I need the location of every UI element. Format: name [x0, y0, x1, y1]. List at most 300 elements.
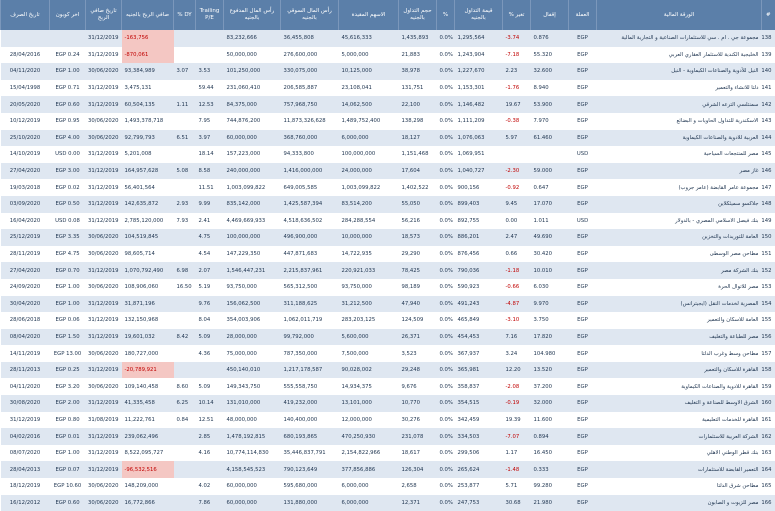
- table-row[interactable]: [1, 296, 775, 313]
- cell-last-div: EGP 13.00: [50, 345, 86, 362]
- cell-div-date: 16/12/2012: [1, 495, 50, 511]
- cell-profit-date: 31/12/2019: [86, 179, 122, 196]
- cell-pct: 0.0%: [437, 96, 455, 113]
- cell-paid-cap: 100,000,000: [224, 229, 281, 246]
- table-row[interactable]: [1, 362, 775, 379]
- cell-trailing-pe: 8.58: [196, 163, 224, 180]
- cell-last-div: EGP 0.95: [50, 113, 86, 130]
- cell-dy: [174, 445, 196, 462]
- cell-last-div: EGP 0.50: [50, 196, 86, 213]
- table-row[interactable]: [1, 196, 775, 213]
- cell-trailing-pe: 3.97: [196, 130, 224, 147]
- cell-dy: [174, 428, 196, 445]
- table-row[interactable]: [1, 163, 775, 180]
- cell-close: 55.320: [531, 47, 569, 64]
- col-mcap[interactable]: رأس المال السوقي بالجنيه: [281, 0, 339, 30]
- cell-paid-cap: 156,062,500: [224, 296, 281, 313]
- cell-volume: 38,978: [399, 63, 437, 80]
- cell-pct: 0.0%: [437, 428, 455, 445]
- cell-paid-cap: 1,003,099,822: [224, 179, 281, 196]
- cell-shares: 6,000,000: [339, 478, 399, 495]
- cell-name: مصر للطباعة والتغليف: [597, 329, 762, 346]
- cell-net-profit: 56,401,564: [122, 179, 174, 196]
- cell-currency: EGP: [569, 362, 597, 379]
- cell-currency: EGP: [569, 378, 597, 395]
- cell-trailing-pe: [196, 362, 224, 379]
- cell-mcap: 595,680,000: [281, 478, 339, 495]
- cell-last-div: EGP 0.60: [50, 96, 86, 113]
- cell-currency: EGP: [569, 179, 597, 196]
- cell-trailing-pe: 9.99: [196, 196, 224, 213]
- cell-net-profit: 148,209,000: [122, 478, 174, 495]
- cell-dy: 6.98: [174, 262, 196, 279]
- cell-mcap-usd: 365,981: [455, 362, 503, 379]
- cell-mcap: 787,350,000: [281, 345, 339, 362]
- cell-change: -7.18: [503, 47, 531, 64]
- cell-dy: 16.50: [174, 279, 196, 296]
- col-currency[interactable]: العملة: [569, 0, 597, 30]
- cell-last-div: EGP 1.00: [50, 296, 86, 313]
- table-row[interactable]: [1, 179, 775, 196]
- cell-mcap-usd: 876,456: [455, 246, 503, 263]
- cell-dy: 6.51: [174, 130, 196, 147]
- cell-shares: 284,288,554: [339, 213, 399, 230]
- cell-shares: 283,203,125: [339, 312, 399, 329]
- cell-mcap: 99,792,000: [281, 329, 339, 346]
- table-row[interactable]: [1, 262, 775, 279]
- cell-change: -2.30: [503, 163, 531, 180]
- cell-paid-cap: 149,343,750: [224, 378, 281, 395]
- col-last-div[interactable]: اخر كوبون: [50, 0, 86, 30]
- cell-profit-date: 30/06/2020: [86, 378, 122, 395]
- cell-volume: 98,189: [399, 279, 437, 296]
- cell-net-profit: 11,222,761: [122, 412, 174, 429]
- cell-idx: 166: [762, 495, 775, 511]
- cell-paid-cap: 60,000,000: [224, 130, 281, 147]
- cell-profit-date: 31/12/2019: [86, 296, 122, 313]
- cell-idx: 157: [762, 345, 775, 362]
- cell-idx: 151: [762, 246, 775, 263]
- table-row[interactable]: [1, 47, 775, 64]
- table-row[interactable]: [1, 395, 775, 412]
- cell-currency: EGP: [569, 279, 597, 296]
- cell-trailing-pe: 4.36: [196, 345, 224, 362]
- cell-div-date: 08/04/2020: [1, 329, 50, 346]
- cell-paid-cap: 835,142,000: [224, 196, 281, 213]
- cell-mcap: 680,193,865: [281, 428, 339, 445]
- cell-dy: 1.11: [174, 96, 196, 113]
- cell-last-div: EGP 4.00: [50, 130, 86, 147]
- cell-pct: 0.0%: [437, 196, 455, 213]
- cell-profit-date: 31/12/2019: [86, 445, 122, 462]
- cell-paid-cap: 240,000,000: [224, 163, 281, 180]
- cell-dy: [174, 229, 196, 246]
- cell-change: -1.18: [503, 262, 531, 279]
- cell-shares: 23,108,041: [339, 80, 399, 97]
- cell-mcap: 447,871,683: [281, 246, 339, 263]
- cell-close: 3.750: [531, 312, 569, 329]
- cell-dy: 3.07: [174, 63, 196, 80]
- cell-last-div: EGP 1.00: [50, 63, 86, 80]
- cell-close: 8.940: [531, 80, 569, 97]
- cell-volume: 56,216: [399, 213, 437, 230]
- cell-shares: 6,000,000: [339, 495, 399, 511]
- cell-trailing-pe: 5.09: [196, 329, 224, 346]
- cell-profit-date: 30/06/2020: [86, 279, 122, 296]
- cell-name: الشرق الاوسط للصناعة و التغليف: [597, 395, 762, 412]
- cell-currency: EGP: [569, 113, 597, 130]
- col-volume[interactable]: حجم التداول بالجنيه: [399, 0, 437, 30]
- cell-name: القاهرة للادوية والصناعات الكيماوية: [597, 378, 762, 395]
- cell-currency: EGP: [569, 163, 597, 180]
- cell-idx: 144: [762, 130, 775, 147]
- cell-div-date: 04/11/2020: [1, 63, 50, 80]
- cell-trailing-pe: 5.09: [196, 378, 224, 395]
- cell-paid-cap: 75,000,000: [224, 345, 281, 362]
- table-row[interactable]: [1, 329, 775, 346]
- cell-name: غاز مصر: [597, 163, 762, 180]
- cell-trailing-pe: 5.19: [196, 279, 224, 296]
- cell-mcap: 11,873,326,628: [281, 113, 339, 130]
- col-net-profit[interactable]: صافي الربح بالجنيه: [122, 0, 174, 30]
- cell-idx: 150: [762, 229, 775, 246]
- col-dy[interactable]: DY %: [174, 0, 196, 30]
- table-row[interactable]: [1, 378, 775, 395]
- cell-mcap: 555,558,750: [281, 378, 339, 395]
- cell-name: التعمير القابضة للاستثمارات: [597, 461, 762, 478]
- cell-dy: [174, 179, 196, 196]
- cell-change: 3.24: [503, 345, 531, 362]
- cell-close: 21.980: [531, 495, 569, 511]
- cell-idx: 153: [762, 279, 775, 296]
- col-div-date[interactable]: تاريخ الصرف: [1, 0, 50, 30]
- cell-trailing-pe: [196, 461, 224, 478]
- cell-change: 5.97: [503, 130, 531, 147]
- cell-mcap-usd: 265,624: [455, 461, 503, 478]
- cell-last-div: EGP 0.24: [50, 47, 86, 64]
- cell-pct: 0.0%: [437, 478, 455, 495]
- cell-div-date: 31/12/2019: [1, 412, 50, 429]
- cell-net-profit: 3,475,131: [122, 80, 174, 97]
- cell-paid-cap: 83,232,666: [224, 30, 281, 47]
- cell-change: -3.10: [503, 312, 531, 329]
- cell-close: 17.070: [531, 196, 569, 213]
- cell-last-div: USD 0.00: [50, 146, 86, 163]
- cell-profit-date: 31/12/2019: [86, 146, 122, 163]
- table-row[interactable]: [1, 63, 775, 80]
- cell-trailing-pe: 4.75: [196, 229, 224, 246]
- cell-idx: 143: [762, 113, 775, 130]
- cell-close: [531, 146, 569, 163]
- cell-mcap-usd: 253,877: [455, 478, 503, 495]
- cell-net-profit: 180,727,000: [122, 345, 174, 362]
- cell-trailing-pe: 4.16: [196, 445, 224, 462]
- cell-change: 19.67: [503, 96, 531, 113]
- table-row[interactable]: [1, 312, 775, 329]
- cell-mcap-usd: 247,753: [455, 495, 503, 511]
- cell-last-div: EGP 0.80: [50, 412, 86, 429]
- cell-idx: 142: [762, 96, 775, 113]
- cell-mcap-usd: 1,243,904: [455, 47, 503, 64]
- cell-mcap: 35,446,837,791: [281, 445, 339, 462]
- cell-shares: 12,000,000: [339, 412, 399, 429]
- cell-mcap-usd: 491,243: [455, 296, 503, 313]
- cell-volume: 29,248: [399, 362, 437, 379]
- cell-trailing-pe: 8.04: [196, 312, 224, 329]
- cell-idx: 162: [762, 428, 775, 445]
- cell-volume: 29,290: [399, 246, 437, 263]
- col-pct[interactable]: %: [437, 0, 455, 30]
- cell-div-date: 27/04/2020: [1, 262, 50, 279]
- cell-close: 10.010: [531, 262, 569, 279]
- cell-profit-date: 30/06/2020: [86, 63, 122, 80]
- table-row[interactable]: [1, 246, 775, 263]
- cell-pct: 0.0%: [437, 296, 455, 313]
- table-header: [1, 0, 775, 30]
- cell-mcap-usd: 790,036: [455, 262, 503, 279]
- cell-net-profit: 108,906,060: [122, 279, 174, 296]
- cell-shares: 7,500,000: [339, 345, 399, 362]
- cell-name: العامة للاسكان والتعمير: [597, 312, 762, 329]
- cell-name: الخليجية الكندية للاستثمار العقاري العربي: [597, 47, 762, 64]
- table-row[interactable]: [1, 213, 775, 230]
- cell-shares: 14,062,500: [339, 96, 399, 113]
- cell-currency: EGP: [569, 80, 597, 97]
- cell-paid-cap: 10,774,114,830: [224, 445, 281, 462]
- cell-change: 30.68: [503, 495, 531, 511]
- cell-change: -0.38: [503, 113, 531, 130]
- cell-profit-date: 31/12/2019: [86, 428, 122, 445]
- cell-paid-cap: 93,750,000: [224, 279, 281, 296]
- cell-net-profit: 92,799,793: [122, 130, 174, 147]
- table-row[interactable]: [1, 345, 775, 362]
- cell-mcap: 565,312,500: [281, 279, 339, 296]
- cell-currency: EGP: [569, 329, 597, 346]
- cell-name: دلتا للانشاء والتعمير: [597, 80, 762, 97]
- cell-mcap-usd: 1,069,951: [455, 146, 503, 163]
- cell-volume: 18,127: [399, 130, 437, 147]
- cell-volume: 1,402,522: [399, 179, 437, 196]
- cell-profit-date: 30/06/2020: [86, 229, 122, 246]
- cell-last-div: EGP 0.25: [50, 362, 86, 379]
- cell-pct: 0.0%: [437, 395, 455, 412]
- cell-mcap: 276,600,000: [281, 47, 339, 64]
- cell-dy: [174, 461, 196, 478]
- cell-dy: [174, 47, 196, 64]
- cell-div-date: 03/09/2020: [1, 196, 50, 213]
- cell-dy: 0.84: [174, 412, 196, 429]
- cell-profit-date: 31/12/2019: [86, 312, 122, 329]
- cell-dy: [174, 478, 196, 495]
- cell-currency: EGP: [569, 312, 597, 329]
- cell-volume: 47,940: [399, 296, 437, 313]
- cell-profit-date: 31/12/2019: [86, 196, 122, 213]
- cell-volume: 2,658: [399, 478, 437, 495]
- cell-pct: 0.0%: [437, 113, 455, 130]
- cell-change: 7.16: [503, 329, 531, 346]
- cell-trailing-pe: 4.54: [196, 246, 224, 263]
- cell-currency: EGP: [569, 412, 597, 429]
- table-row[interactable]: [1, 428, 775, 445]
- cell-change: -7.07: [503, 428, 531, 445]
- cell-shares: 220,921,033: [339, 262, 399, 279]
- cell-currency: EGP: [569, 428, 597, 445]
- cell-div-date: 28/11/2013: [1, 362, 50, 379]
- cell-pct: 0.0%: [437, 213, 455, 230]
- cell-idx: 146: [762, 163, 775, 180]
- cell-profit-date: 30/06/2020: [86, 246, 122, 263]
- cell-name: المصرية لخدمات النقل (ايجيترانس): [597, 296, 762, 313]
- cell-mcap-usd: 465,849: [455, 312, 503, 329]
- table-row[interactable]: [1, 412, 775, 429]
- cell-mcap-usd: 1,111,209: [455, 113, 503, 130]
- cell-currency: USD: [569, 213, 597, 230]
- col-close[interactable]: إقفال: [531, 0, 569, 30]
- cell-paid-cap: 157,223,000: [224, 146, 281, 163]
- cell-mcap: 311,188,625: [281, 296, 339, 313]
- cell-mcap-usd: 354,515: [455, 395, 503, 412]
- cell-currency: EGP: [569, 196, 597, 213]
- cell-shares: 24,000,000: [339, 163, 399, 180]
- col-profit-date[interactable]: تاريخ صافي الربح: [86, 0, 122, 30]
- cell-profit-date: 30/06/2020: [86, 495, 122, 511]
- cell-shares: 10,000,000: [339, 229, 399, 246]
- table-row[interactable]: [1, 96, 775, 113]
- col-trailing-pe[interactable]: Trailing P/E: [196, 0, 224, 30]
- cell-idx: 139: [762, 47, 775, 64]
- cell-mcap: 790,123,649: [281, 461, 339, 478]
- cell-close: 0.894: [531, 428, 569, 445]
- cell-idx: 140: [762, 63, 775, 80]
- cell-close: 6.030: [531, 279, 569, 296]
- col-mcap-usd[interactable]: قيمة التداول بالجنيه: [455, 0, 503, 30]
- cell-pct: 0.0%: [437, 312, 455, 329]
- cell-idx: 145: [762, 146, 775, 163]
- col-change[interactable]: تغير %: [503, 0, 531, 30]
- cell-net-profit: 132,150,968: [122, 312, 174, 329]
- table-row[interactable]: [1, 146, 775, 163]
- cell-pct: 0.0%: [437, 329, 455, 346]
- col-name[interactable]: الورقة المالية: [597, 0, 762, 30]
- cell-volume: 26,371: [399, 329, 437, 346]
- cell-currency: USD: [569, 146, 597, 163]
- cell-change: -0.92: [503, 179, 531, 196]
- cell-div-date: 30/04/2020: [1, 296, 50, 313]
- cell-mcap-usd: 1,295,564: [455, 30, 503, 47]
- cell-trailing-pe: 2.07: [196, 262, 224, 279]
- cell-div-date: 25/10/2020: [1, 130, 50, 147]
- cell-paid-cap: 28,000,000: [224, 329, 281, 346]
- cell-name: مطاحن شرق الدلتا: [597, 478, 762, 495]
- cell-name: بنك فيصل الاسلامي المصري - بالدولار: [597, 213, 762, 230]
- cell-paid-cap: 1,546,447,231: [224, 262, 281, 279]
- cell-currency: EGP: [569, 96, 597, 113]
- cell-mcap-usd: 342,459: [455, 412, 503, 429]
- cell-change: -4.87: [503, 296, 531, 313]
- cell-div-date: 28/04/2013: [1, 461, 50, 478]
- cell-profit-date: 31/12/2019: [86, 163, 122, 180]
- cell-last-div: EGP 3.35: [50, 229, 86, 246]
- table-row[interactable]: [1, 478, 775, 495]
- cell-volume: 78,425: [399, 262, 437, 279]
- cell-name: مصر للاتوال الحرة: [597, 279, 762, 296]
- table-row[interactable]: [1, 445, 775, 462]
- cell-dy: 5.08: [174, 163, 196, 180]
- cell-last-div: EGP 0.07: [50, 461, 86, 478]
- cell-close: 0.333: [531, 461, 569, 478]
- cell-mcap: 649,005,585: [281, 179, 339, 196]
- cell-div-date: 10/12/2019: [1, 113, 50, 130]
- cell-paid-cap: 450,140,010: [224, 362, 281, 379]
- cell-volume: 21,883: [399, 47, 437, 64]
- table-row[interactable]: [1, 80, 775, 97]
- cell-volume: 126,304: [399, 461, 437, 478]
- cell-paid-cap: 4,469,669,933: [224, 213, 281, 230]
- table-row[interactable]: [1, 130, 775, 147]
- cell-close: 49.690: [531, 229, 569, 246]
- cell-idx: 141: [762, 80, 775, 97]
- cell-net-profit: 1,070,792,490: [122, 262, 174, 279]
- cell-name: الشركة العربية للاستثمارات: [597, 428, 762, 445]
- cell-pct: 0.0%: [437, 246, 455, 263]
- cell-div-date: 18/12/2019: [1, 478, 50, 495]
- cell-change: [503, 146, 531, 163]
- cell-close: 30.420: [531, 246, 569, 263]
- table-row[interactable]: [1, 461, 775, 478]
- cell-volume: 231,078: [399, 428, 437, 445]
- cell-idx: 154: [762, 296, 775, 313]
- cell-profit-date: 31/12/2019: [86, 80, 122, 97]
- cell-net-profit: 5,201,008: [122, 146, 174, 163]
- col-idx[interactable]: #: [762, 0, 775, 30]
- table-row[interactable]: [1, 279, 775, 296]
- cell-idx: 158: [762, 362, 775, 379]
- cell-mcap: 94,333,800: [281, 146, 339, 163]
- cell-div-date: 24/09/2020: [1, 279, 50, 296]
- cell-net-profit: 8,522,095,727: [122, 445, 174, 462]
- col-shares[interactable]: الاسهم المقيدة: [339, 0, 399, 30]
- cell-mcap: 1,425,587,394: [281, 196, 339, 213]
- table-row[interactable]: [1, 113, 775, 130]
- cell-currency: EGP: [569, 296, 597, 313]
- cell-profit-date: 30/06/2020: [86, 113, 122, 130]
- col-paid-cap[interactable]: رأس المال المدفوع بالجنيه: [224, 0, 281, 30]
- cell-shares: 45,616,333: [339, 30, 399, 47]
- cell-currency: EGP: [569, 262, 597, 279]
- cell-close: 13.520: [531, 362, 569, 379]
- cell-paid-cap: 1,478,192,815: [224, 428, 281, 445]
- cell-pct: 0.0%: [437, 146, 455, 163]
- cell-shares: 5,600,000: [339, 329, 399, 346]
- table-row[interactable]: [1, 229, 775, 246]
- cell-pct: 0.0%: [437, 130, 455, 147]
- cell-last-div: EGP 0.02: [50, 179, 86, 196]
- cell-shares: 83,514,200: [339, 196, 399, 213]
- cell-idx: 163: [762, 445, 775, 462]
- table-row[interactable]: [1, 495, 775, 511]
- table-row[interactable]: [1, 30, 775, 47]
- cell-close: 7.970: [531, 113, 569, 130]
- cell-mcap: 131,880,000: [281, 495, 339, 511]
- cell-trailing-pe: 18.14: [196, 146, 224, 163]
- cell-pct: 0.0%: [437, 63, 455, 80]
- cell-mcap: 206,585,887: [281, 80, 339, 97]
- cell-div-date: 14/10/2019: [1, 146, 50, 163]
- cell-net-profit: 109,140,458: [122, 378, 174, 395]
- cell-paid-cap: 354,003,906: [224, 312, 281, 329]
- cell-mcap: 140,400,000: [281, 412, 339, 429]
- cell-shares: 90,028,002: [339, 362, 399, 379]
